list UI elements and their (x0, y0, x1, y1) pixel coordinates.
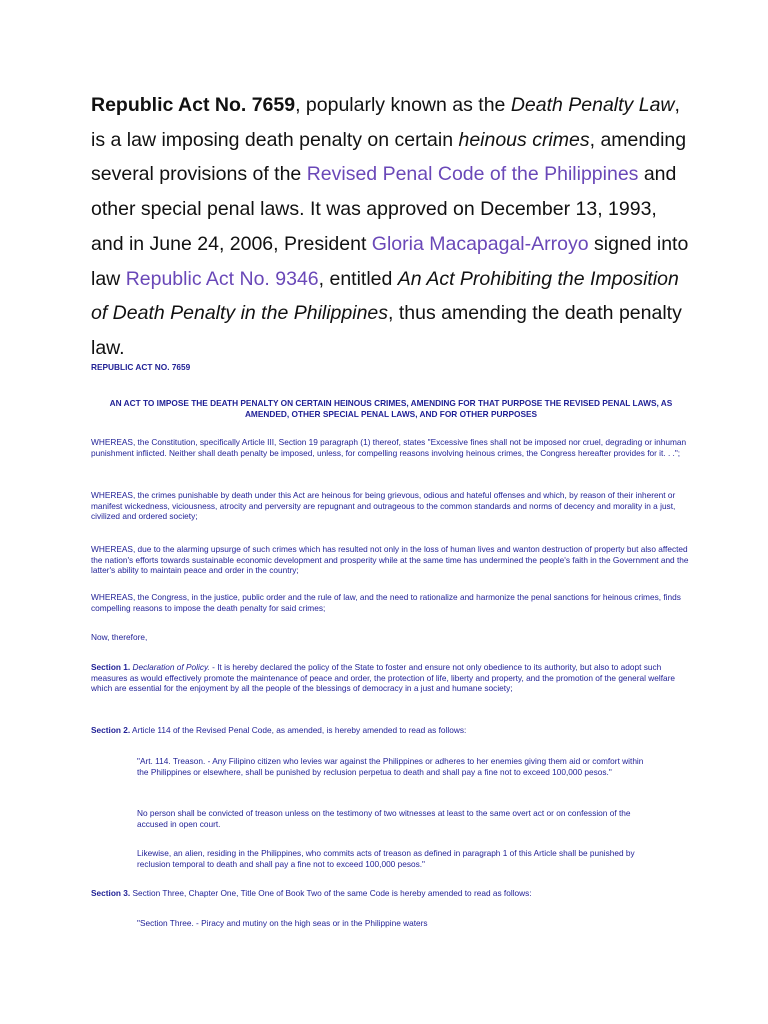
article-114-quote-2: No person shall be convicted of treason unless on the testimony of two witnesses at least to the same overt act or on confession of the accused in open court. (137, 808, 631, 829)
act-number-heading: REPUBLIC ACT NO. 7659 (91, 362, 191, 372)
section-1-text: - It is hereby declared the policy of the State to foster and ensure not only obedience to its authority, but also to adopt such measures as would effectively promote the maintenance of peace and order, the protection of life, liberty and property, and the promotion of the general welfare which are essential for the enjoyment by all the people of the blessings of democracy in a just and humane society; (91, 662, 676, 693)
section-three-quote: "Section Three. - Piracy and mutiny on the high seas or in the Philippine waters (137, 918, 428, 928)
revised-penal-code-link[interactable]: Revised Penal Code of the Philippines (306, 163, 639, 186)
section-2-label: Section 2. (91, 725, 131, 735)
intro-text: , amending several provisions of the (91, 128, 687, 186)
ra-9346-link[interactable]: Republic Act No. 9346 (125, 267, 319, 290)
section-1 (91, 662, 691, 694)
gloria-macapagal-arroyo-link[interactable]: Gloria Macapagal-Arroyo (371, 232, 589, 255)
act-title-heading: AN ACT TO IMPOSE THE DEATH PENALTY ON CERTAIN HEINOUS CRIMES, AMENDING FOR THAT PURPOSE THE REVISED PENAL LAWS, AS AMENDED, OTHER SPECIAL PENAL LAWS, AND FOR OTHER PURPOSES (109, 398, 673, 419)
section-2-text: Article 114 of the Revised Penal Code, as amended, is hereby amended to read as follows: (130, 725, 467, 735)
now-therefore: Now, therefore, (91, 632, 148, 642)
whereas-clause-1: WHEREAS, the Constitution, specifically Article III, Section 19 paragraph (1) thereof, states "Excessive fines shall not be imposed nor cruel, degrading or inhuman punishment inflicted. Neither shall death penalty be imposed, unless, for compelling reasons involving heinous crimes, the Congress hereafter provides for it. . ."; (91, 437, 687, 458)
intro-text: signed into law (91, 232, 689, 290)
section-3-text: Section Three, Chapter One, Title One of Book Two of the same Code is hereby amended to read as follows: (130, 888, 532, 898)
article-114-quote-3: Likewise, an alien, residing in the Philippines, who commits acts of treason as defined in paragraph 1 of this Article shall be punished by reclusion temporal to death and shall pay a fine not to exceed 100,000 pesos." (137, 848, 635, 869)
act-title-italic: An Act Prohibiting the Imposition of Death Penalty in the Philippines (91, 267, 679, 325)
section-2 (91, 725, 691, 736)
section-3-label: Section 3. (91, 888, 131, 898)
intro-text: , thus amending the death penalty law. (91, 302, 682, 359)
heinous-crimes-italic: heinous crimes (458, 128, 590, 151)
intro-text: , is a law imposing death penalty on certain (91, 94, 680, 151)
section-1-label: Section 1. (91, 662, 131, 672)
whereas-clause-4: WHEREAS, the Congress, in the justice, public order and the rule of law, and the need to rationalize and harmonize the penal sanctions for heinous crimes, finds compelling reasons to impose the death penalty for said crimes; (91, 592, 681, 613)
intro-text: and other special penal laws. It was approved on December 13, 1993, and in June 24, 2006, President (91, 163, 677, 255)
intro-text: , popularly known as the (295, 94, 511, 116)
intro-paragraph (91, 88, 691, 366)
article-114-quote-1: "Art. 114. Treason. - Any Filipino citizen who levies war against the Philippines or adheres to her enemies giving them aid or comfort within the Philippines or elsewhere, shall be punished by reclusion perpetua to death and shall pay a fine not to exceed 100,000 pesos." (137, 756, 644, 777)
section-1-heading: Declaration of Policy. (132, 662, 210, 672)
section-3 (91, 888, 691, 899)
death-penalty-law-italic: Death Penalty Law (510, 94, 675, 116)
ra-7659-bold: Republic Act No. 7659 (91, 94, 296, 116)
whereas-clause-3: WHEREAS, due to the alarming upsurge of such crimes which has resulted not only in the loss of human lives and wanton destruction of property but also affected the nation's efforts towards sustainable economic development and prosperity while at the same time has undermined the people's faith in the Government and the latter's ability to maintain peace and order in the country; (91, 544, 689, 575)
whereas-clause-2: WHEREAS, the crimes punishable by death under this Act are heinous for being grievous, odious and hateful offenses and which, by reason of their inherent or manifest wickedness, viciousness, atrocity and perversity are repugnant and outrageous to the common standards and norms of decency and morality in a just, civilized and ordered society; (91, 490, 676, 521)
intro-text: , entitled (318, 267, 398, 290)
